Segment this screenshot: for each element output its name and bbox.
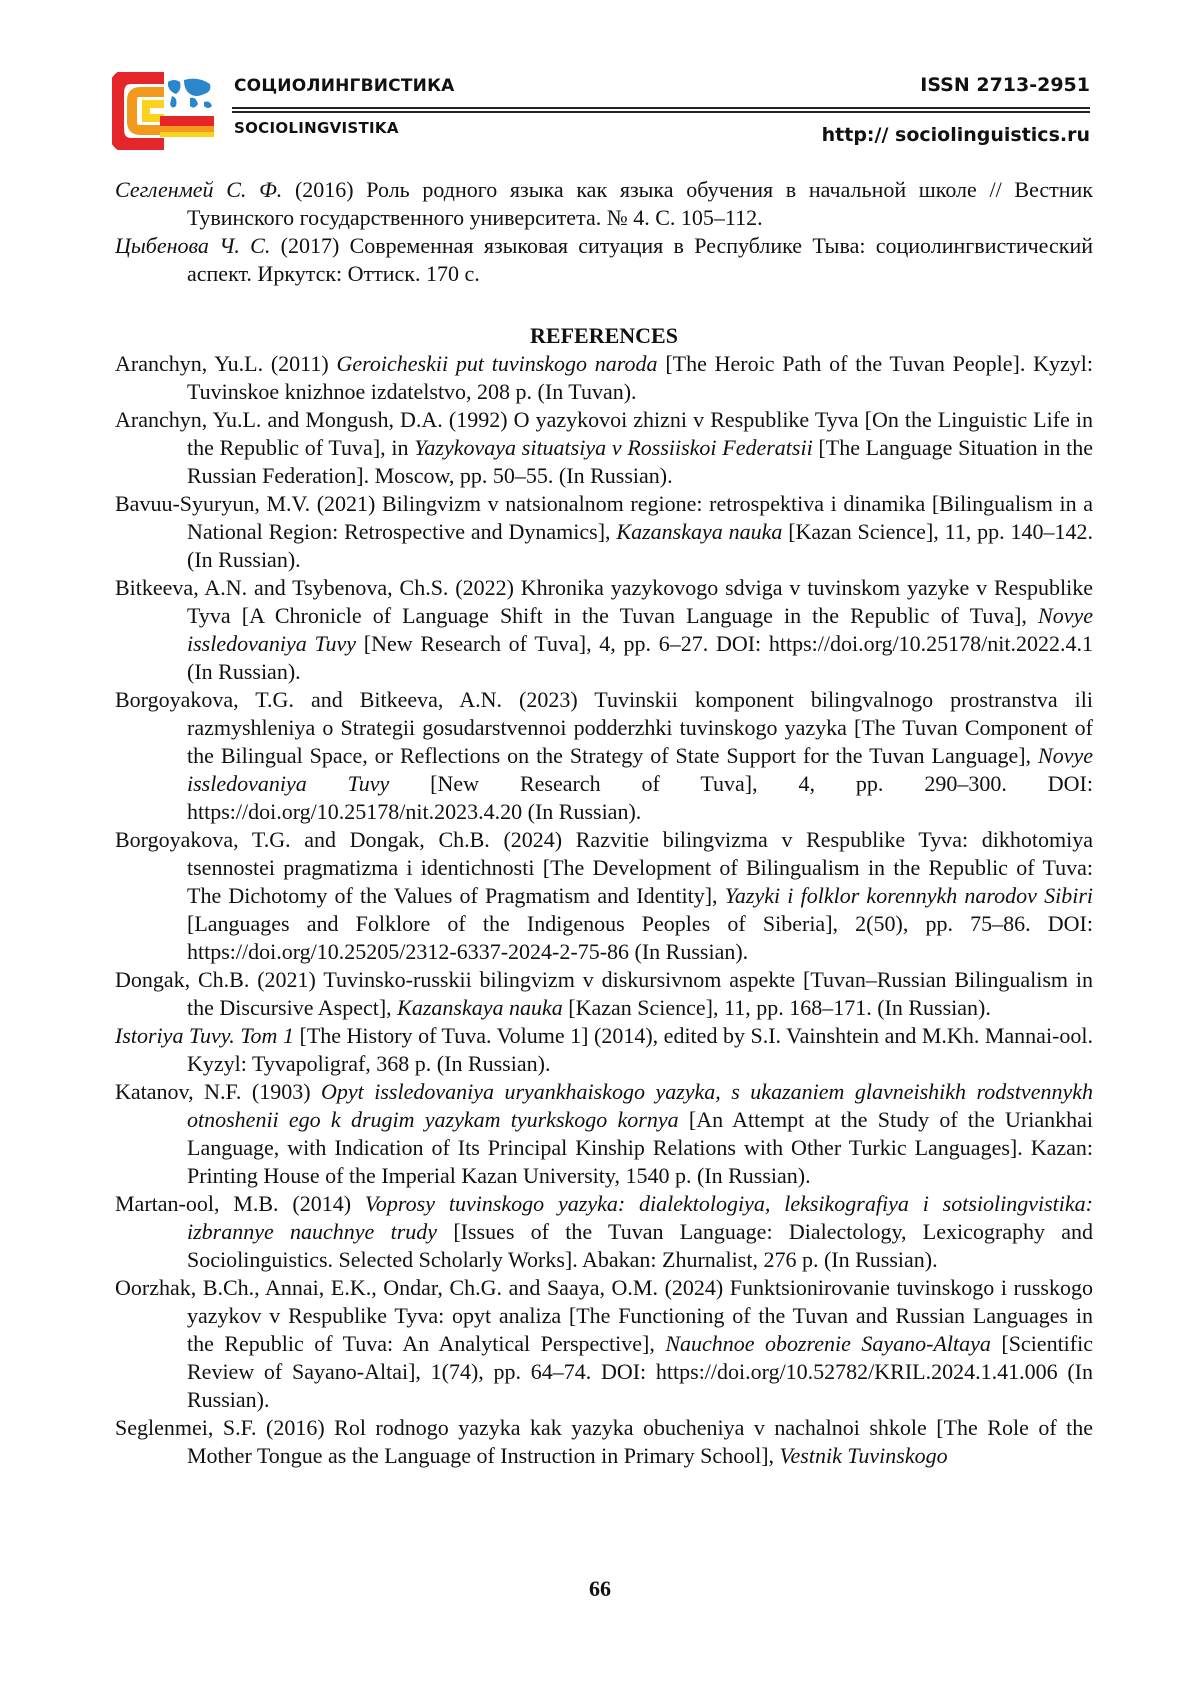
reference-entry: Istoriya Tuvy. Tom 1 [The History of Tuva. Volume 1] (2014), edited by S.I. Vainshtein and M.Kh. Mannai-ool. Kyzyl: Tyvapoligraf, 368 p. (In Russian).	[115, 1023, 1093, 1076]
reference-entry: Seglenmei, S.F. (2016) Rol rodnogo yazyka kak yazyka obucheniya v nachalnoi shkole [The Role of the Mother Tongue as the Language of Instruction in Primary School], Vestnik Tuvinskogo	[115, 1415, 1093, 1468]
ru-reference	[115, 176, 1093, 232]
header-rule-top	[232, 107, 1090, 109]
journal-title-russian: СОЦИОЛИНГВИСТИКА	[234, 76, 455, 96]
reference-entry: Katanov, N.F. (1903) Opyt issledovaniya uryankhaiskogo yazyka, s ukazaniem glavneishikh rodstvennykh otnoshenii ego k drugim yazykam tyurkskogo kornya [An Attempt at the Study of the Uriankhai Language, with Indication of Its Principal Kinship Relations with Other Turkic Languages]. Kazan: Printing House of the Imperial Kazan University, 1540 p. (In Russian).	[115, 1079, 1093, 1188]
page-content	[115, 176, 1093, 1470]
references-heading: REFERENCES	[530, 323, 678, 348]
journal-title-english: SOCIOLINGVISTIKA	[234, 119, 399, 137]
ru-reference-author: Сегленмей С. Ф.	[115, 177, 283, 202]
reference-entry: Oorzhak, B.Ch., Annai, E.K., Ondar, Ch.G. and Saaya, O.M. (2024) Funktsionirovanie tuvinskogo i russkogo yazykov v Respublike Tyva: opyt analiza [The Functioning of the Tuvan and Russian Languages in the Republic of Tuva: An Analytical Perspective], Nauchnoe obozrenie Sayano-Altaya [Scientific Review of Sayano-Altai], 1(74), pp. 64–74. DOI: https://doi.org/10.52782/KRIL.2024.1.41.006 (In Russian).	[115, 1275, 1093, 1412]
page-header	[0, 0, 1200, 160]
journal-url: http:// sociolinguistics.ru	[821, 124, 1090, 146]
ru-reference-text: (2016) Роль родного языка как языка обучения в начальной школе // Вестник Тувинского государственного университета. № 4. С. 105–112.	[187, 177, 1093, 230]
world-map-icon	[168, 79, 212, 108]
reference-entry: Bitkeeva, A.N. and Tsybenova, Ch.S. (2022) Khronika yazykovogo sdviga v tuvinskom yazyke v Respublike Tyva [A Chronicle of Language Shift in the Tuvan Language in the Republic of Tuva], Novye issledovaniya Tuvy [New Research of Tuva], 4, pp. 6–27. DOI: https://doi.org/10.25178/nit.2022.4.1 (In Russian).	[115, 575, 1093, 684]
page-number: 66	[589, 1576, 611, 1601]
reference-entry: Borgoyakova, T.G. and Bitkeeva, A.N. (2023) Tuvinskii komponent bilingvalnogo prostranstva ili razmyshleniya o Strategii gosudarstvennoi podderzhki tuvinskogo yazyka [The Tuvan Component of the Bilingual Space, or Reflections on the Strategy of State Support for the Tuvan Language], Novye issledovaniya Tuvy [New Research of Tuva], 4, pp. 290–300. DOI: https://doi.org/10.25178/nit.2023.4.20 (In Russian).	[115, 687, 1093, 824]
reference-entry: Aranchyn, Yu.L. and Mongush, D.A. (1992) O yazykovoi zhizni v Respublike Tyva [On the Linguistic Life in the Republic of Tuva], in Yazykovaya situatsiya v Rossiiskoi Federatsii [The Language Situation in the Russian Federation]. Moscow, pp. 50–55. (In Russian).	[115, 407, 1094, 488]
reference-entry: Aranchyn, Yu.L. (2011) Geroicheskii put tuvinskogo naroda [The Heroic Path of the Tuvan People]. Kyzyl: Tuvinskoe knizhnoe izdatelstvo, 208 p. (In Tuvan).	[115, 351, 1094, 404]
reference-entry: Bavuu-Syuryun, M.V. (2021) Bilingvizm v natsionalnom regione: retrospektiva i dinamika [Bilingualism in a National Region: Retrospective and Dynamics], Kazanskaya nauka [Kazan Science], 11, pp. 140–142. (In Russian).	[115, 491, 1093, 572]
issn-label: ISSN 2713-2951	[920, 74, 1090, 96]
ru-reference-author: Цыбенова Ч. С.	[115, 233, 271, 258]
header-rule-bottom	[232, 111, 1090, 113]
ru-reference-text: (2017) Современная языковая ситуация в Республике Тыва: социолингвистический аспект. Иркутск: Оттиск. 170 с.	[187, 233, 1093, 286]
ru-reference	[115, 232, 1093, 288]
reference-entry: Dongak, Ch.B. (2021) Tuvinsko-russkii bilingvizm v diskursivnom aspekte [Tuvan–Russian Bilingualism in the Discursive Aspect], Kazanskaya nauka [Kazan Science], 11, pp. 168–171. (In Russian).	[115, 967, 1093, 1020]
reference-entry: Martan-ool, M.B. (2014) Voprosy tuvinskogo yazyka: dialektologiya, leksikografiya i sotsiolingvistika: izbrannye nauchnye trudy [Issues of the Tuvan Language: Dialectology, Lexicography and Sociolinguistics. Selected Scholarly Works]. Abakan: Zhurnalist, 276 p. (In Russian).	[115, 1191, 1094, 1272]
journal-logo-icon	[112, 72, 216, 150]
reference-entry: Borgoyakova, T.G. and Dongak, Ch.B. (2024) Razvitie bilingvizma v Respublike Tyva: dikhotomiya tsennostei pragmatizma i identichnosti [The Development of Bilingualism in the Republic of Tuva: The Dichotomy of the Values of Pragmatism and Identity], Yazyki i folklor korennykh narodov Sibiri [Languages and Folklore of the Indigenous Peoples of Siberia], 2(50), pp. 75–86. DOI: https://doi.org/10.25205/2312-6337-2024-2-75-86 (In Russian).	[115, 827, 1093, 964]
